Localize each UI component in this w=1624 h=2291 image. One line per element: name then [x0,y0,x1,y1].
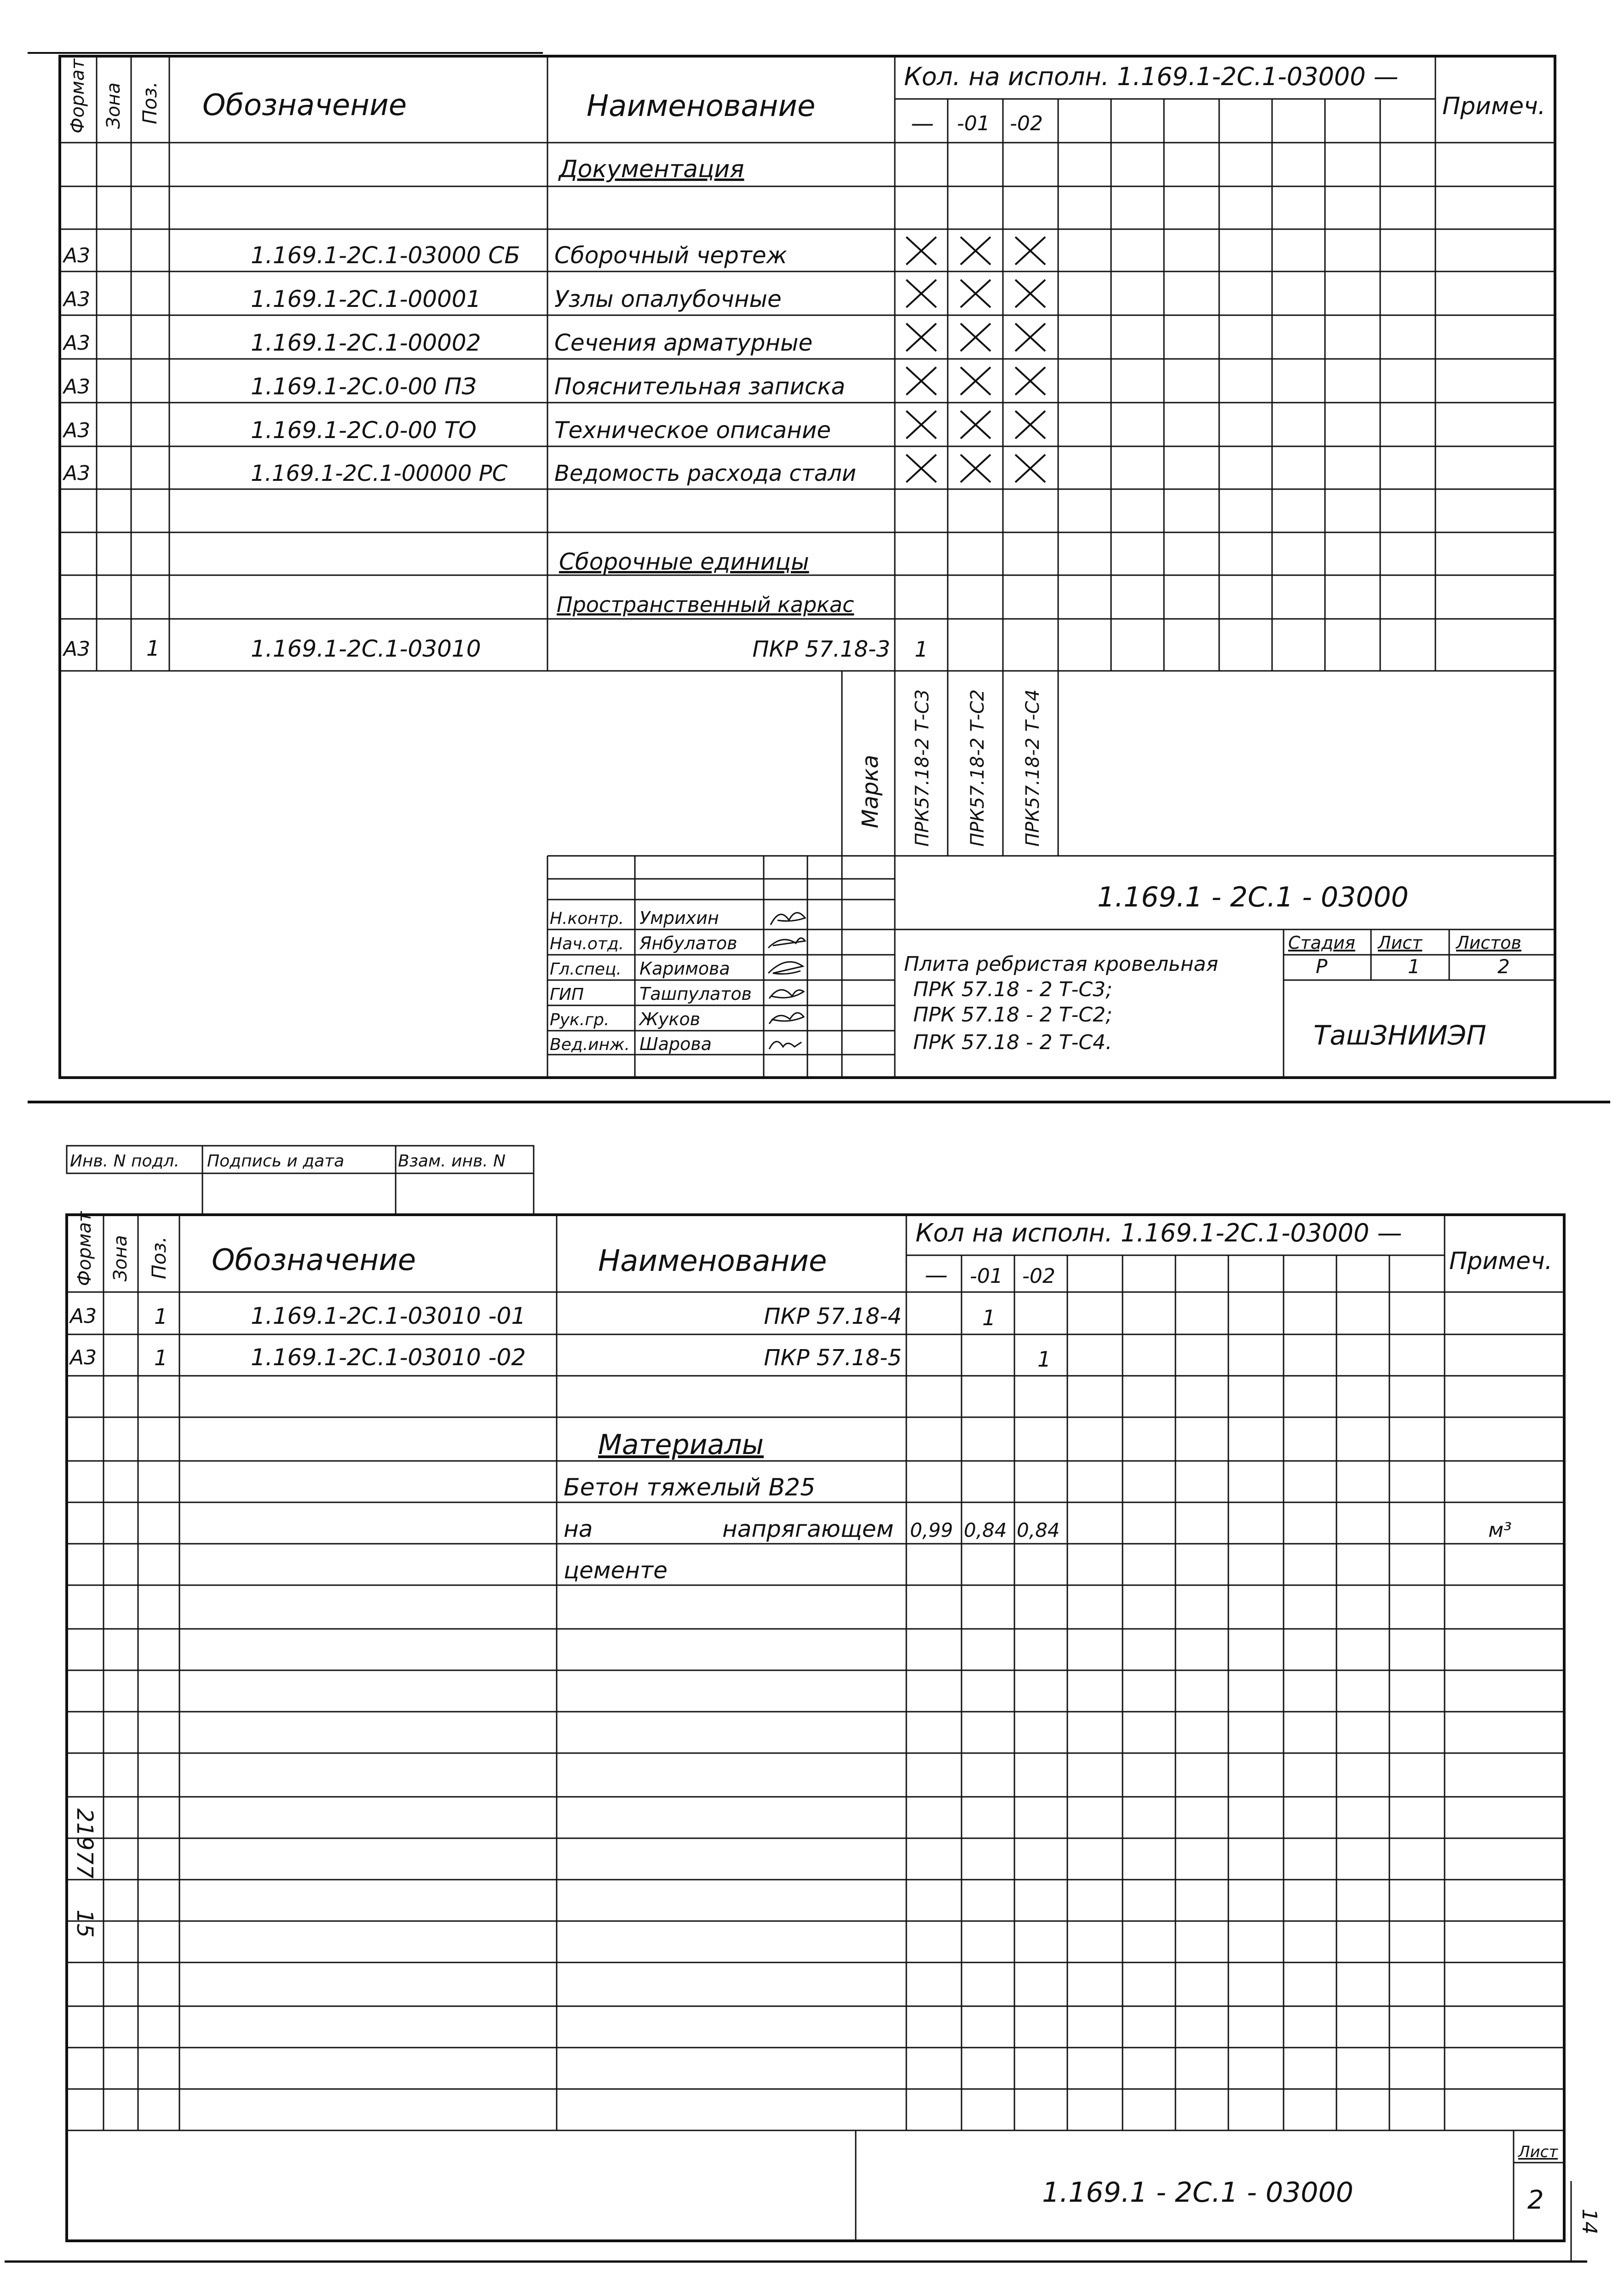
cross-mark [1015,411,1045,439]
footer-sheet-value: 2 [1527,2185,1544,2215]
row-name: ПКР 57.18-5 [764,1345,902,1371]
signature-row [550,933,737,953]
row-format: А3 [63,637,91,661]
signature-scribble [768,938,805,948]
row-pos: 1 [154,1304,168,1329]
signature-row [550,958,730,979]
material-line: напрягающем [722,1516,894,1542]
description-line: ПРК 57.18 - 2 Т-С2; [913,1003,1112,1027]
cross-mark [906,323,936,351]
row-name: Ведомость расхода стали [554,461,857,486]
col-designation-header: Обозначение [202,88,407,122]
row-qty: 1 [1037,1347,1051,1372]
footer-sheet-label: Лист [1518,2143,1558,2161]
cross-mark [961,280,991,307]
doc-row [62,329,812,356]
signature-row [550,984,752,1004]
row-format: А3 [63,375,91,398]
row-format: А3 [70,1304,97,1328]
row-designation: 1.169.1-2С.1-00000 РС [251,461,508,486]
doc-row [62,286,782,312]
var-2-header: -02 [1022,1264,1055,1288]
row-name: Техническое описание [554,417,831,444]
cross-mark [1015,367,1045,395]
person-name: Шарова [639,1034,712,1054]
var-0-header: — [925,1262,948,1288]
cross-mark [1015,323,1045,351]
col-qty-header: Кол на исполн. 1.169.1-2С.1-03000 — [916,1218,1402,1247]
cross-mark [1015,455,1045,482]
cross-mark [961,367,991,395]
row-format: А3 [63,244,91,267]
col-designation-header: Обозначение [212,1243,416,1277]
row-qty: 1 [915,637,928,662]
spec-row [69,1303,996,1330]
sign-date-label: Подпись и дата [207,1152,345,1171]
row-name: Пояснительная записка [554,373,846,400]
person-name: Жуков [639,1009,701,1029]
row-format: А3 [63,462,91,485]
row-designation: 1.169.1-2С.1-03010 [251,635,481,662]
cross-mark [961,323,991,351]
spec-row [69,1344,1051,1372]
person-name: Умрихин [639,908,719,928]
cross-mark [961,237,991,265]
role-label: ГИП [550,985,584,1004]
marka-value: ПРК57.18-2 Т-С3 [912,689,933,847]
description-line: Плита ребристая кровельная [904,952,1218,976]
row-designation: 1.169.1-2С.1-03010 -02 [251,1344,526,1371]
col-format-header: Формат [67,58,88,133]
person-name: Янбулатов [639,933,737,953]
material-unit: м³ [1488,1518,1512,1542]
frame-row [62,635,928,662]
col-pos-header: Поз. [138,81,161,124]
signature-scribble [769,990,804,998]
col-note-header: Примеч. [1442,92,1546,120]
material-qty: 0,84 [964,1519,1007,1541]
sheet-2 [67,1146,1601,2262]
sheets-value: 2 [1497,955,1510,978]
cross-mark [1015,237,1045,265]
row-pos: 1 [154,1345,168,1370]
sheet-label: Лист [1378,933,1422,953]
row-name: Узлы опалубочные [554,286,782,312]
row-name: Сечения арматурные [554,329,813,356]
section-assembly-units: Сборочные единицы [559,548,809,575]
signature-scribble [769,1013,804,1024]
role-label: Вед.инж. [550,1035,630,1054]
role-label: Гл.спец. [550,960,622,979]
doc-row [62,461,856,486]
row-pos: 1 [146,636,160,661]
side-number: 21977 [72,1808,98,1879]
signature-scribble [769,1042,801,1049]
doc-row [62,242,787,269]
marka-value: ПРК57.18-2 Т-С4 [1022,689,1043,847]
description-line: ПРК 57.18 - 2 Т-С4. [913,1031,1112,1054]
row-designation: 1.169.1-2С.0-00 ТО [251,417,477,444]
role-label: Н.контр. [550,909,624,928]
stage-label: Стадия [1288,933,1355,953]
row-name: ПКР 57.18-4 [764,1304,902,1329]
cross-mark [906,280,936,307]
col-pos-header: Поз. [148,1236,170,1279]
corner-page-number: 14 [1578,2209,1601,2234]
col-note-header: Примеч. [1449,1247,1553,1275]
doc-row [62,373,845,400]
col-qty-header: Кол. на исполн. 1.169.1-2С.1-03000 — [904,62,1399,91]
marka-label: Марка [858,755,883,828]
sheets-label: Листов [1456,933,1521,953]
inv-no-label: Инв. N подл. [70,1152,179,1171]
material-line: на [564,1516,593,1542]
section-spatial-frame: Пространственный каркас [557,592,854,617]
description-line: ПРК 57.18 - 2 Т-С3; [913,978,1112,1001]
row-designation: 1.169.1-2С.0-00 ПЗ [251,373,477,400]
cross-mark [906,237,936,265]
role-label: Рук.гр. [550,1010,610,1029]
row-designation: 1.169.1-2С.1-03010 -01 [251,1303,526,1329]
organization-name: ТашЗНИИЭП [1313,1020,1486,1051]
col-zone-header: Зона [103,82,124,129]
side-page: 15 [72,1910,98,1938]
material-qty: 0,99 [910,1519,953,1541]
cross-mark [1015,280,1045,307]
footer-code: 1.169.1 - 2С.1 - 03000 [1042,2176,1353,2209]
row-qty: 1 [982,1305,996,1330]
var-1-header: -01 [970,1264,1003,1288]
col-format-header: Формат [74,1211,95,1286]
sheet-1 [60,56,1555,1078]
person-name: Каримова [639,958,730,979]
cross-mark [961,411,991,439]
person-name: Ташпулатов [639,984,752,1004]
signature-row [550,1034,712,1054]
section-materials: Материалы [598,1429,764,1461]
material-line: Бетон тяжелый В25 [564,1474,816,1501]
material-qty: 0,84 [1017,1519,1060,1541]
signature-row [550,1009,700,1029]
sheet-value: 1 [1408,955,1420,978]
var-1-header: -01 [957,112,990,135]
row-format: А3 [63,288,91,311]
signature-scribbles [768,913,805,1049]
cross-mark [906,411,936,439]
signature-scribble [768,962,803,974]
row-format: А3 [70,1346,97,1369]
role-label: Нач.отд. [550,935,624,953]
row-designation: 1.169.1-2С.1-00002 [251,329,481,356]
signature-scribble [771,913,805,925]
col-name-header: Наименование [587,89,816,123]
cross-mark [961,455,991,482]
var-0-header: — [911,110,934,137]
col-name-header: Наименование [598,1244,827,1278]
section-documentation: Документация [559,156,744,183]
stage-value: Р [1316,955,1328,978]
title-block-code: 1.169.1 - 2С.1 - 03000 [1097,881,1409,913]
row-format: А3 [63,331,91,355]
cross-mark [906,367,936,395]
row-name: ПКР 57.18-3 [752,636,890,662]
cross-mark [906,455,936,482]
row-designation: 1.169.1-2С.1-03000 СБ [251,242,520,269]
doc-row [62,417,831,444]
var-2-header: -02 [1010,112,1043,135]
col-zone-header: Зона [110,1235,131,1281]
replace-inv-label: Взам. инв. N [398,1152,506,1171]
row-designation: 1.169.1-2С.1-00001 [251,286,481,312]
material-line: цементе [564,1557,668,1584]
marka-value: ПРК57.18-2 Т-С2 [967,689,988,847]
row-name: Сборочный чертеж [554,242,787,269]
row-format: А3 [63,419,91,442]
